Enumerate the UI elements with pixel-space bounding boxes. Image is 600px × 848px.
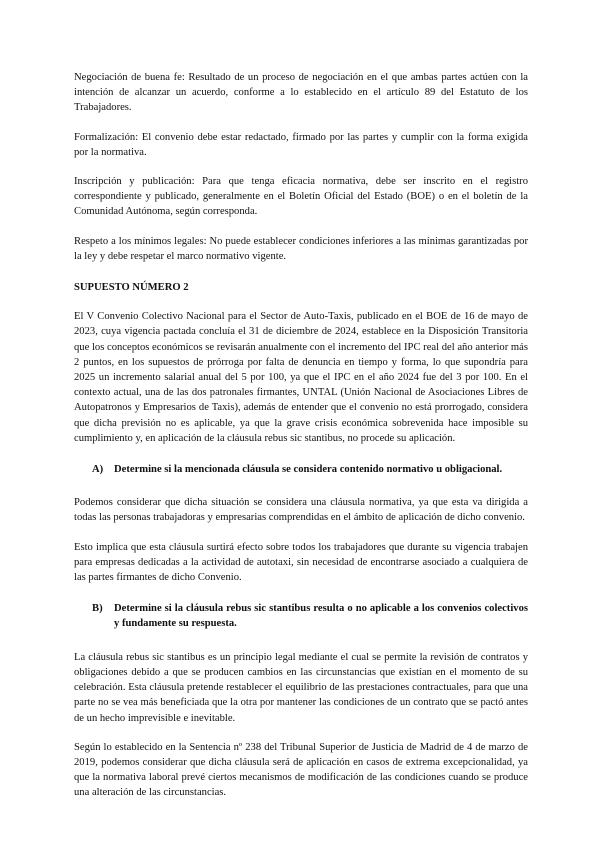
answer-a-paragraph-1: Podemos considerar que dicha situación se considera una cláusula normativa, ya que esta va dirigida a todas las personas trabajadoras y empresarias comprendidas en el ámbito de aplicación de dicho convenio. (74, 497, 528, 524)
question-b-text: Determine si la cláusula rebus sic stantibus resulta o no aplicable a los convenios colectivos y fundamente su respuesta. (114, 603, 528, 630)
question-a-number: A) (92, 464, 104, 476)
question-b (92, 601, 528, 631)
question-a (92, 462, 528, 477)
answer-b-paragraph-2: Según lo establecido en la Sentencia nº 238 del Tribunal Superior de Justicia de Madrid de 4 de marzo de 2019, podemos considerar que dicha cláusula será de aplicación en casos de extrema excepcionalidad, ya que la normativa laboral prevé ciertos mecanismos de modificación de las condiciones cuando se produce una alteración de las circunstancias. (74, 741, 528, 799)
case-statement: El V Convenio Colectivo Nacional para el Sector de Auto-Taxis, publicado en el BOE de 16 de mayo de 2023, cuya vigencia pactada concluía el 31 de diciembre de 2024, establece en la Disposición Transitoria que los conceptos económicos se revisarán anualmente con el incremento del IPC real del año anterior más 2 puntos, en los supuestos de prórroga por falta de denuncia en tiempo y forma, lo que supondría para 2025 un incremento salarial anual del 5 por 100, ya que el IPC en el año 2024 fue del 3 por 100. En el contexto actual, una de las dos patronales firmantes, UNTAL (Unión Nacional de Asociaciones Libres de Autopatronos y Empresarios de Taxis), además de entender que el convenio no está prorrogado, considera que dicha previsión no es aplicable, ya que la grave crisis económica sobrevenida hace imposible su cumplimiento y, en aplicación de la cláusula rebus sic stantibus, no procede su aplicación. (74, 311, 528, 444)
paragraph-formalizacion: Formalización: El convenio debe estar redactado, firmado por las partes y cumplir con la forma exigida por la normativa. (74, 131, 528, 158)
question-b-number: B) (92, 603, 103, 615)
question-a-text: Determine si la mencionada cláusula se considera contenido normativo u obligacional. (114, 464, 503, 476)
answer-a-paragraph-2: Esto implica que esta cláusula surtirá efecto sobre todos los trabajadores que durante su vigencia trabajen para empresas dedicadas a la actividad de autotaxi, sin necesidad de encontrarse asociado a cualquiera de las partes firmantes de dicho Convenio. (74, 541, 528, 584)
section-heading: SUPUESTO NÚMERO 2 (74, 282, 189, 294)
answer-b-paragraph-1: La cláusula rebus sic stantibus es un principio legal mediante el cual se permite la revisión de contratos y obligaciones debido a que se producen cambios en las circunstancias que existían en el momento de su celebración. Esta cláusula pretende restablecer el equilibrio de las prestaciones contractuales, para que una parte no se vea más beneficiada que la otra por mantener las condiciones de un contrato que se pactó antes de un hecho imprevisible e inevitable. (74, 651, 528, 724)
paragraph-negociacion: Negociación de buena fe: Resultado de un proceso de negociación en el que ambas partes actúen con la intención de alcanzar un acuerdo, conforme a lo establecido en el artículo 89 del Estatuto de los Trabajadores. (74, 72, 528, 114)
paragraph-respeto: Respeto a los mínimos legales: No puede establecer condiciones inferiores a las mínimas garantizadas por la ley y debe respetar el marco normativo vigente. (74, 235, 528, 262)
paragraph-inscripcion: Inscripción y publicación: Para que tenga eficacia normativa, debe ser inscrito en el registro correspondiente y publicado, generalmente en el Boletín Oficial del Estado (BOE) o en el boletín de la Comunidad Autónoma, según corresponda. (74, 176, 528, 218)
